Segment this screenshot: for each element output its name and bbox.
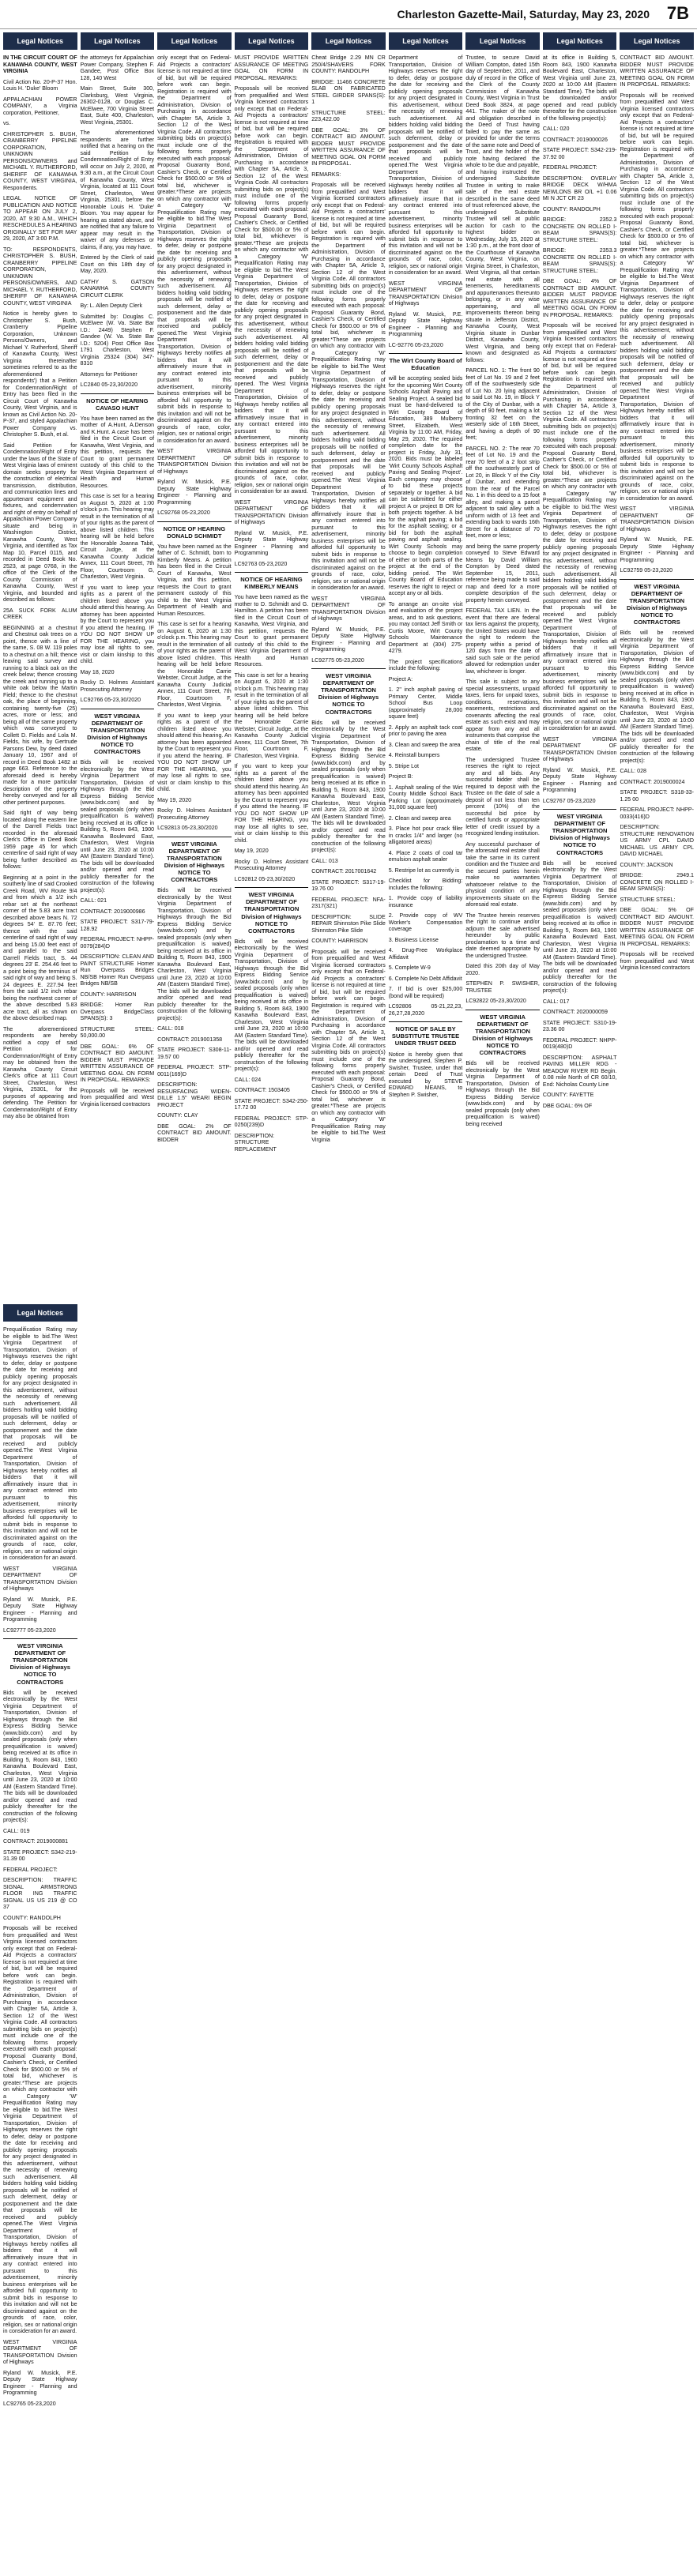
notice-paragraph: STEPHEN P. SWISHER, TRUSTEE xyxy=(465,980,540,994)
notice-paragraph: at its office in Building 5, Room 843, 1900 Kanawha Boulevard East, Charleston, West Virginia until June 23, 2020 at 10:00 AM (Eastern Standard Time). The bids will be downloaded and/or opened and read publicly thereafter for the construction of the following project(s): xyxy=(542,55,617,122)
notice-paragraph: FEDERAL PROJECT: xyxy=(3,1866,58,1873)
notice-paragraph: WEST VIRGINIA DEPARTMENT OF TRANSPORTATION Division of Highways xyxy=(311,595,386,622)
notice-paragraph: DESCRIPTION: STRUCTURE RENOVATION US ARMY CPL DAVID MICHAEL US ARMY CPL DAVID MICHAEL xyxy=(620,824,694,858)
notice-paragraph: 3. Place hot pour crack filler in cracks 1/4" and larger (no alligatored areas) xyxy=(388,825,463,846)
notice-paragraph: the attorneys for Appalachian Power Company, Stephen F. Gandee, Post Office Box 128, 140 West xyxy=(80,55,155,81)
column-body xyxy=(3,1326,77,2407)
notice-paragraph: LC92812 05-23,30/2020 xyxy=(234,875,296,882)
notice-paragraph: This case is set for a hearing on August 6, 2020 at 1:30 o'clock p.m. This hearing may result in the termination of all of your rights as the parent of above listed children. This hearing will be held before the Honorable Carrie Webster, Circuit Judge, at the Kanawha County Judicial Annex, 111 Court Street, 7th Floor, Courtroom F, Charleston, West Virginia. xyxy=(157,621,232,709)
notice-paragraph: STRUCTURE STEEL: 50,000.00 xyxy=(80,1025,155,1040)
notice-paragraph: CALL: 020 xyxy=(542,126,570,132)
notice-paragraph: CONTRACT: 1503405 xyxy=(234,1087,290,1094)
notice-paragraph: Prequalification Rating may be eligible to bid.The West Virginia Department of Transportation, Division of Highways reserves the right to defer, delay or postpone the date for receiving and publicly opening proposals for any project designated in this advertisement, without the necessity of renewing such advertisement. All bidders holding valid bidding proposals will be notified of such deferment, delay or postponement and the date that proposals will be received and publicly opened.The West Virginia Department of Transportation, Division of Highways hereby notifies all bidders that it will affirmatively insure that in any contract entered into pursuant to this advertisement, minority business enterprises will be afforded full opportunity to submit bids in response to this invitation and will not be discriminated against on the grounds of race, color, religion, sex or national origin in consideration for an award. xyxy=(3,1326,77,1561)
notice-heading: WEST VIRGINIA DEPARTMENT OF TRANSPORTATION Division of Highways NOTICE TO CONTRACTORS xyxy=(543,809,617,856)
notice-heading: WEST VIRGINIA DEPARTMENT OF TRANSPORTATION Division of Highways NOTICE TO CONTRACTORS xyxy=(157,837,232,884)
notice-paragraph: Bids will be received electronically by the West Virginia Department of Transportation, Division of Highways through the Bid Express Bidding Service (www.bidx.com) and by sealed proposals (only when prequalification is waived) being received xyxy=(465,1060,540,1127)
column-body xyxy=(3,55,77,1120)
notice-paragraph: 4. Place 2 coats of coal tar emulsion asphalt sealer xyxy=(388,849,463,863)
notice-paragraph: FEDERAL PROJECT: NHPP-0033(416)D xyxy=(620,807,694,820)
notice-paragraph: Proposals will be received from prequalified and West Virginia licensed contractors only except that on Federal-Aid Projects a contractors' license is not required at time of bid, but will be required before work can begin. Registration is required with the Department of Administration, Division of Purchasing in accordance with Chapter 5A, Article 3, Section 12 of the West Virginia Code. All contractors submitting bids on project(s) must include one of the following forms properly executed with each proposal: Proposal Guaranty Bond, Cashier's Check, or Certified Check for $500.00 or 5% of total bid, whichever is greater.*These are projects on which any contractor with a Category 'W' Prequalification Rating may be eligible to bid.The West Virginia Department of Transportation, Division of Highways reserves the right to defer, delay or postpone the date for receiving and publicly opening proposals for any project designated in this advertisement, without the necessity of renewing such advertisement. All bidders holding valid bidding proposals will be notified of such deferment, delay or postponement and the date that proposals will be received and publicly opened.The West Virginia Department of Transportation, Division of Highways hereby notifies all bidders that it will affirmatively insure that in any contract entered into pursuant to this advertisement, minority business enterprises will be afforded full opportunity to submit bids in response to this invitation and will not be discriminated against on the grounds of race, color, religion, sex or national origin in consideration for an award. xyxy=(620,92,694,502)
notice-paragraph: FEDERAL PROJECT: xyxy=(542,164,597,171)
notice-paragraph: Bids will be received electronically by the West Virginia Department of Transportation, Division of Highways through the Bid Express Bidding Service (www.bidx.com) and by sealed proposals (only when prequalification is waived) being received at its office in Building 5, Room 843, 1900 Kanawha Boulevard East, Charleston, West Virginia until June 23, 2020 at 10:00 AM (Eastern Standard Time). The bids will be downloaded and/or opened and read publicly thereafter for the construction of the following project(s): xyxy=(620,630,694,764)
notice-column xyxy=(543,32,617,1304)
notice-paragraph: will be accepting sealed bids for the upcoming Wirt County Schools Asphalt Paving and Sealing Project. A sealed bid must be hand-delivered to Wirt County Board of Education, 389 Mulberry Street, Elizabeth, West Virginia by 11:00 AM, Friday, May 29, 2020. The required completion date for the project is Friday, July 31, 2020. Bids must be labeled 'Wirt County Schools Asphalt Paving and Sealing Project'. Each company may choose to bid these projects separately or together. A bid can be submitted for either project A or project B OR for both projects together. A bid for the asphalt paving; a bid for the asphalt sealing; or a bid for both the asphalt paving and asphalt sealing. Wirt County Schools may choose to begin completion of either or both parts of the project at the end of the bidding period. The Wirt County Board of Education reserves the right to reject or accept any or all bids. xyxy=(388,375,463,597)
notice-paragraph: LC92765 05-23,2020 xyxy=(3,2400,56,2407)
notice-paragraph: Ryland W. Musick, P.E. Deputy State Highway Engineer - Planning and Programming xyxy=(3,1596,77,1623)
notice-paragraph: 4. Drug-Free Workplace Affidavit xyxy=(388,947,463,961)
notice-column xyxy=(3,1304,77,2576)
notice-paragraph: REMARKS: xyxy=(311,171,341,178)
notice-paragraph: IN THE CIRCUIT COURT OF KANAWHA COUNTY, WEST VIRGINIA xyxy=(3,55,77,74)
notice-column xyxy=(157,32,232,1304)
notice-paragraph: CALL: 021 xyxy=(80,897,107,904)
notice-paragraph: CHRISTOPHER S. BUSH, CRANBERRY PIPELINE CORPORATION, UNKNOWN PERSONS/OWNERS and MICHAEL Y. RUTHERFORD, SHERIFF OF KANAWHA COUNTY, WEST VIRGINIA, Respondents. xyxy=(3,130,77,191)
notice-paragraph: LC92813 05-23,30/2020 xyxy=(157,825,218,832)
notice-paragraph: DBE GOAL: 6% OF xyxy=(542,1102,593,1109)
column-header: Legal Notices xyxy=(157,32,232,50)
notice-paragraph: Beginning at a point in the southerly line of said Crooked Creek Road, WV Route 9/4 and from which a 1/2 inch rebar set at the northeast corner of the 5.83 acre tract described above bears N. 72 degrees 54' E. 87.76 feet; thence with the said centerline of said right of way and being 15.00 feet east of and parallel to the said Darrell Fields tract, S. 44 degrees 23' E. 254.46 feet to a point being the terminus of said right of way and being S. 24 degrees E. 227.94 feet from the said 1/2 inch rebar being the northwest corner of the above described 5.83 acre tract, all as shown on the above described map. xyxy=(3,874,77,1021)
notice-heading: WEST VIRGINIA DEPARTMENT OF TRANSPORTATION Division of Highways NOTICE TO CONTRACTORS xyxy=(620,579,694,626)
notice-paragraph: STATE PROJECT: S342-219-31.39 00 xyxy=(3,1848,77,1863)
notice-column xyxy=(389,32,463,1304)
notice-paragraph: WEST VIRGINIA DEPARTMENT OF TRANSPORTATION Division of Highways xyxy=(3,1565,77,1592)
notice-heading: WEST VIRGINIA DEPARTMENT OF TRANSPORTATION Division of Highways NOTICE TO CONTRACTORS xyxy=(81,709,155,756)
notice-paragraph: Dated this 20th day of May 2020. xyxy=(465,963,540,976)
notice-paragraph: MUST PROVIDE WRITTEN ASSURANCE OF MEETING GOAL ON FORM IN PROPOSAL. REMARKS: xyxy=(234,55,309,81)
notice-paragraph: Checklist for Bidding: includes the following: xyxy=(388,878,463,891)
column-body xyxy=(465,55,540,1127)
notice-paragraph: BEGINNING at a chestnut and Chestnut oak trees on a point, thence with a line of the same, S. 08 W. 119 poles to a chestnut on a hill; thence leaving said survey and running to a black oak on the creek below; thence crossing the creek and running up to a white oak below the Martin Field; thence to the chestnut oak, the place of beginning, containing twenty-five (25) acres, more or less; and being all of the same property which was conveyed to Collett D. Fields and Lola M. Fields, his wife, by Gertrude Parsons Dew, by deed dated January 10, 1967 and of record in Deed Book 1482 at page 663. Reference to the aforesaid deed is hereby made for a more particular description of the property hereby conveyed and for all other pertinent purposes. xyxy=(3,624,77,806)
column-body xyxy=(620,55,694,972)
notice-paragraph: CONTRACT: 2019001358 xyxy=(157,1036,223,1043)
notice-paragraph: COUNTY: JACKSON xyxy=(620,861,673,868)
column-header: Legal Notices xyxy=(465,32,540,50)
notice-paragraph: Proposals will be received from prequalified and West Virginia licensed contractors only except that on Federal-Aid Projects a contractors' license is not required at time of bid, but will be required before work can begin. Registration is required with the Department of Administration, Division of Purchasing in accordance with Chapter 5A, Article 3, Section 12 of the West Virginia Code. All contractors submitting bids on project(s) must include one of the following forms properly executed with each proposal: Proposal Guaranty Bond, Cashier's Check, or Certified Check for $500.00 or 5% of total bid, whichever is greater.*These are projects on which any contractor with a Category 'W' Prequalification Rating may be eligible to bid.The West Virginia Department of Transportation, Division of Highways reserves the right to defer, delay or postpone the date for receiving and publicly opening proposals for any project designated in this advertisement, without the necessity of renewing such advertisement. All bidders holding valid bidding proposals will be notified of such deferment, delay or postponement and the date that proposals will be received and publicly opened.The West Virginia Department of Transportation, Division of Highways hereby notifies all bidders that it will affirmatively insure that in any contract entered into pursuant to this advertisement, minority business enterprises will be afforded full opportunity to submit bids in response to this invitation and will not be discriminated against on the grounds of race, color, religion, sex or national origin in consideration for an award. xyxy=(542,322,617,731)
notice-paragraph: This case is set for a hearing on August 6, 2020 at 1:30 o'clock p.m. This hearing may result in the termination of all of your rights as the parent of above listed children. This hearing will be held before the Honorable Carrie Webster, Circuit Judge, at the Kanawha County Judicial Annex, 111 Court Street, 7th Floor, Courtroom F, Charleston, West Virginia. xyxy=(234,671,309,759)
notice-paragraph: You have been named as the father of C. Schmidt, born to Kimberly Means. A petition has been filed in the Circuit Court of Kanawha, West Virginia, and this petition, requests the Court to grant permanent custody of this child to the West Virginia Department of Health and Human Resources. xyxy=(157,543,232,617)
notice-paragraph: Proposals will be received from prequalified and West Virginia licensed contractors only except that on Federal-Aid Projects a contractors' license is not required at time of bid, but will be required before work can begin. Registration is required with the Department of Administration, Division of Purchasing in accordance with Chapter 5A, Article 3, Section 12 of the West Virginia Code. All contractors submitting bids on project(s) must include one of the following forms properly executed with each proposal: Proposal Guaranty Bond, Cashier's Check, or Certified Check for $500.00 or 5% of total bid, whichever is greater.*These are projects on which any contractor with a Category 'W' Prequalification Rating may be eligible to bid.The West Virginia xyxy=(311,948,386,1143)
notice-paragraph: Ryland W. Musick, P.E. Deputy State Highway Engineer - Planning and Programming xyxy=(388,310,463,337)
notice-paragraph: LC92777 05-23,2020 xyxy=(3,1626,56,1634)
notice-paragraph: CALL: 019 xyxy=(3,1827,30,1834)
notice-paragraph: LC92763 05-23,2020 xyxy=(234,560,288,567)
notice-paragraph: 7. If bid is over $25,000 (bond will be required) xyxy=(388,986,463,999)
notice-paragraph: LC92766 05-23,30/2020 xyxy=(80,697,141,704)
notice-paragraph: Proposals will be received from prequalified and West Virginia licensed contractors xyxy=(620,951,694,972)
notice-paragraph: FEDERAL PROJECT: STP-0011(169)D xyxy=(157,1064,232,1077)
notice-paragraph: CONTRACT: 2017001642 xyxy=(311,868,377,875)
column-body xyxy=(235,55,309,1153)
notice-paragraph: BRIDGE: 2949.1 CONCRETE ON ROLLED I-BEAM SPANS(S): xyxy=(620,872,694,893)
notice-paragraph: May 18, 2020 xyxy=(80,668,115,675)
notice-paragraph: This case is set for a hearing on August 5, 2020 at 1:00 o'clock p.m. This hearing may result in the termination of all of your rights as the parent of above listed children. This hearing will be held before the Honorable Joanna Tabit, Circuit Judge, at the Kanawha County Judicial Annex, 111 Court Street, 7th Floor, Courtroom G, Charleston, West Virginia. xyxy=(80,493,155,581)
notice-heading: WEST VIRGINIA DEPARTMENT OF TRANSPORTATION Division of Highways NOTICE TO CONTRACTORS xyxy=(3,1638,77,1686)
notice-paragraph: 2. Clean and sweep area xyxy=(388,814,451,822)
notice-paragraph: APPALACHIAN POWER COMPANY, a Virginia corporation, Petitioner, xyxy=(3,96,77,116)
column-body xyxy=(157,55,232,1143)
notice-column xyxy=(235,32,309,1304)
notice-paragraph: Bids will be received electronically by the West Virginia Department of Transportation, Division of Highways through the Bid Express Bidding Service (www.bidx.com) and by sealed proposals (only when prequalification is waived) being received at its office in Building 5, Room 843, 1900 Kanawha Boulevard East, Charleston, West Virginia until June 23, 2020 at 10:00 AM (Eastern Standard Time). The bids will be downloaded and/or opened and read publicly thereafter for the construction of the following project(s): xyxy=(3,1689,77,1824)
notice-paragraph: DBE GOAL: 5% OF CONTRACT BID AMOUNT. BIDDER MUST PROVIDE WRITTEN ASSURANCE OF MEETING GOAL ON FORM IN PROPOSAL. REMARKS: xyxy=(620,907,694,947)
notice-paragraph: COUNTY: CLAY xyxy=(157,1112,198,1119)
notice-paragraph: FEDERAL TAX LIEN. In the event that there are federal tax liens against the property, the United States would have the right to redeem the property within a period of 120 days from the date of said such sale or the period allowed for redemption under law, whichever is longer. xyxy=(465,607,540,675)
notice-paragraph: Ryland W. Musick, P.E. Deputy State Highway Engineer - Planning and Programming xyxy=(311,626,386,652)
notice-paragraph: Cheat Bridge 2.29 MN CR 250/4/SHAVERS FORK COUNTY: RANDOLPH xyxy=(311,55,386,74)
notice-paragraph: WEST VIRGINIA DEPARTMENT OF TRANSPORTATION Division of Highways xyxy=(542,735,617,762)
notice-heading: WEST VIRGINIA DEPARTMENT OF TRANSPORTATION Division of Highways NOTICE TO CONTRACTORS xyxy=(465,1010,540,1057)
notice-paragraph: STATE PROJECT: S342-250-17.72 00 xyxy=(234,1097,309,1111)
notice-paragraph: WEST VIRGINIA DEPARTMENT OF TRANSPORTATION Division of Highways xyxy=(620,506,694,532)
notice-paragraph: Rocky D. Holmes Assistant Prosecuting Attorney xyxy=(157,807,232,821)
notice-paragraph: You have been named as the mother of A.Hunt, A.Denson and K.Hunt. A case has been filed in the Circuit Court of Kanawha, West Virginia, and this petition, requests the Court to grant permanent custody of this child to the West Virginia Department of Health and Human Resources. xyxy=(80,415,155,489)
notice-paragraph: COUNTY: HARRISON xyxy=(80,991,137,998)
notice-paragraph: LC92822 05-23,30/2020 xyxy=(465,998,526,1004)
notice-paragraph: Any successful purchaser of the aforesaid real estate shall take the same in its current condition and the Trustee and the secured parties herein make no warranties whatsoever relative to the physical condition of any improvements situate on the aforesaid real estate. xyxy=(465,840,540,908)
notice-paragraph: By: L. Allen Deputy Clerk xyxy=(80,303,143,309)
notice-paragraph: The undersigned Trustee reserves the right to reject any and all bids. Any successful bidder shall be required to deposit with the Trustee on the date of sale a deposit of not less than ten percent (10%) of the successful bid price by certified funds or appropriate letter of credit issued by a recognized lending institution. xyxy=(465,756,540,837)
notice-heading: NOTICE OF HEARING CAVASO HUNT xyxy=(81,393,155,412)
notice-paragraph: STRUCTURE STEEL: xyxy=(620,896,676,903)
notice-column xyxy=(620,32,694,1304)
notice-heading: WEST VIRGINIA DEPARTMENT OF TRANSPORTATION Division of Highways NOTICE TO CONTRACTORS xyxy=(311,668,386,716)
column-header: Legal Notices xyxy=(81,32,155,50)
notice-paragraph: Rocky D. Holmes Assistant Prosecuting Attorney xyxy=(234,858,309,872)
notice-paragraph: DESCRIPTION: CLEAN AND PAINT STRUCTURE Homer Run Overpass Bridges NB/SB Homer Run Overpass Bridges NB/SB xyxy=(80,953,155,987)
notice-heading: NOTICE OF HEARING KIMBERLY MEANS xyxy=(235,572,309,590)
notice-paragraph: DBE GOAL: 3% OF CONTRACT BID AMOUNT. BIDDER MUST PROVIDE WRITTEN ASSURANCE OF MEETING GOAL ON FORM IN PROPOSAL. xyxy=(311,126,386,167)
notice-column xyxy=(3,32,77,1304)
notice-paragraph: WEST VIRGINIA DEPARTMENT OF TRANSPORTATION Division of Highways xyxy=(234,498,309,525)
notice-heading: WEST VIRGINIA DEPARTMENT OF TRANSPORTATION Division of Highways NOTICE TO CONTRACTORS xyxy=(235,887,309,935)
notice-paragraph: Civil Action No. 20-P-37 Hon. Louis H. 'Duke' Bloom xyxy=(3,78,77,92)
notice-paragraph: LC-92776 05-23,2020 xyxy=(388,341,443,348)
notice-paragraph: STATE PROJECT: S310-19-23.36 00 xyxy=(542,1019,617,1033)
notice-paragraph: WEST VIRGINIA DEPARTMENT OF TRANSPORTATION Division of Highways xyxy=(388,280,463,306)
notice-paragraph: FEDERAL PROJECT: NHPP-0019(480)D xyxy=(542,1036,617,1051)
notice-paragraph: 25A SUCK FORK ALUM CREEK xyxy=(3,607,77,620)
notice-paragraph: Said right of way being located along the eastern line of the Darrell Fields tract recorded in the aforesaid Clerk's Office in Deed Book 1959 page 45 for which centerline of said right of way being further described as follows: xyxy=(3,810,77,870)
notice-paragraph: CONTRACT: 2019000024 xyxy=(620,778,685,785)
notice-paragraph: 1. Asphalt sealing of the Wirt County Middle School Back Parking Lot (approximately 31,000 square feet) xyxy=(388,784,463,811)
notice-paragraph: STATE PROJECT: S317-79-128.92 xyxy=(80,919,155,932)
notice-paragraph: FEDERAL PROJECT: STP-0250(239)D xyxy=(234,1115,309,1129)
notice-paragraph: CALL: 028 xyxy=(620,768,646,775)
notice-paragraph: CONTRACT BID AMOUNT. BIDDER MUST PROVIDE WRITTEN ASSURANCE OF MEETING GOAL ON FORM IN PROPOSAL. REMARKS: xyxy=(620,55,694,88)
notice-paragraph: CONTRACT: 2020000059 xyxy=(542,1009,608,1016)
notice-paragraph: Notice is hereby given that the undersigned, Stephen P. Swisher, Trustee, under that certain Deed of Trust executed by STEVE EDWARD MEANS, to Stephen P. Swisher, xyxy=(388,1051,463,1098)
notice-paragraph: CONTRACT: 2019000881 xyxy=(3,1838,69,1845)
notice-paragraph: DBE GOAL: 4% OF CONTRACT BID AMOUNT. BIDDER MUST PROVIDE WRITTEN ASSURANCE OF MEETING GOAL ON FORM IN PROPOSAL. REMARKS: xyxy=(542,278,617,318)
notice-paragraph: BRIDGE: Homer Run Overpass BridgeClass SPANS(S): 3 xyxy=(80,1002,155,1022)
notice-paragraph: To arrange an on-site visit and evaluation of the project areas, and to ask questions, you may contact Jeff Smith or Curtis Moore, Wirt County Schools Maintenance Department at (304) 275-4279. xyxy=(388,600,463,655)
notice-paragraph: Ryland W. Musick, P.E. Deputy State Highway Engineer - Planning and Programming xyxy=(542,766,617,793)
notice-paragraph: DESCRIPTION: OVERLAY BRIDGE DECK W/HMA NEWLONS BR O/L +1 0.06 MI N JCT CR 23 xyxy=(542,175,617,201)
notice-paragraph: If you want to keep your rights as a parent of the children listed above you should attend this hearing. An attorney has been appointed by the Court to represent you if you attend the hearing. IF YOU DO NOT SHOW UP FOR THE HEARING, you may lose all rights to see, visit or claim kinship to this child. xyxy=(80,584,155,665)
paper-date: Charleston Gazette-Mail, Saturday, May 23, 2020 xyxy=(397,8,650,21)
notice-paragraph: STATE PROJECT: S342-219-37.92 00 xyxy=(542,147,617,160)
notice-paragraph: Proposals will be received from prequalified and West Virginia licensed contractors only except that on Federal-Aid Projects a contractors' license is not required at time of bid, but will be required before work can begin. Registration is required with the Department of Administration, Division of Purchasing in accordance with Chapter 5A, Article 3, Section 12 of the West Virginia Code. All contractors submitting bids on project(s) must include one of the following forms properly executed with each proposal: Proposal Guaranty Bond, Cashier's Check, or Certified Check for $500.00 or 5% of total bid, whichever is greater.*These are projects on which any contractor with a Category 'W' Prequalification Rating may be eligible to bid.The West Virginia Department of Transportation, Division of Highways reserves the right to defer, delay or postpone the date for receiving and publicly opening proposals for any project designated in this advertisement, without the necessity of renewing such advertisement. All bidders holding valid bidding proposals will be notified of such deferment, delay or postponement and the date that proposals will be received and publicly opened.The West Virginia Department of Transportation, Division of Highways hereby notifies all bidders that it will affirmatively insure that in any contract entered into pursuant to this advertisement, minority business enterprises will be afforded full opportunity to submit bids in response to this invitation and will not be discriminated against on the grounds of race, color, religion, sex or national origin in consideration for an award. xyxy=(311,182,386,591)
notice-paragraph: COUNTY: RANDOLPH xyxy=(3,1914,61,1921)
notice-paragraph: Department of Transportation, Division of Highways reserves the right to defer, delay or postpone the date for receiving and publicly opening proposals for any project designated in this advertisement, without the necessity of renewing such advertisement. All bidders holding valid bidding proposals will be notified of such deferment, delay or postponement and the date that proposals will be received and publicly opened.The West Virginia Department of Transportation, Division of Highways hereby notifies all bidders that it will affirmatively insure that in any contract entered into pursuant to this advertisement, minority business enterprises will be afforded full opportunity to submit bids in response to this invitation and will not be discriminated against on the grounds of race, color, religion, sex or national origin in consideration for an award. xyxy=(388,55,463,276)
notice-paragraph: 5. Complete W-9 xyxy=(388,965,431,972)
notice-paragraph: CONTRACT: 2019000026 xyxy=(542,136,608,143)
notice-paragraph: Submitted by: Douglas C. McElwee (W. Va. State Bar I.D.: 2449) Stephen F. Gandee (W. Va. State Bar I.D.: 5204) Post Office Box 1791 Charleston, West Virginia 25324 (304) 347-8310 xyxy=(80,313,155,367)
notice-paragraph: vs. xyxy=(3,120,11,126)
notice-column xyxy=(311,32,386,1304)
notice-paragraph: Proposals will be received from prequalified and West Virginia licensed contractors only except that on Federal-Aid Projects a contractors' license is not required at time of bid, but will be required before work can begin. Registration is required with the Department of Administration, Division of Purchasing in accordance with Chapter 5A, Article 3, Section 12 of the West Virginia Code. All contractors submitting bids on project(s) must include one of the following forms properly executed with each proposal: Proposal Guaranty Bond, Cashier's Check, or Certified Check for $500.00 or 5% of total bid, whichever is greater.*These are projects on which any contractor with a Category 'W' Prequalification Rating may be eligible to bid.The West Virginia Department of Transportation, Division of Highways reserves the right to defer, delay or postpone the date for receiving and publicly opening proposals for any project designated in this advertisement, without the necessity of renewing such advertisement. All bidders holding valid bidding proposals will be notified of such deferment, delay or postponement and the date that proposals will be received and publicly opened.The West Virginia Department of Transportation, Division of Highways hereby notifies all bidders that it will affirmatively insure that in any contract entered into pursuant to this advertisement, minority business enterprises will be afforded full opportunity to submit bids in response to this invitation and will not be discriminated against on the grounds of race, color, religion, sex or national origin in consideration for an award. xyxy=(3,1925,77,2335)
column-body xyxy=(543,55,617,1109)
notice-paragraph: 3. Business License xyxy=(388,936,439,943)
notice-paragraph: LC92806 05-21,22,23, 26,27,28,2020 xyxy=(388,1003,463,1017)
notice-paragraph: This sale is subject to any special assessments, unpaid taxes, liens for unpaid taxes, conditions, reservations, easements, restrictions and covenants affecting the real estate as such exist and may appear from any and all instruments that comprise the chain of title of the real estate. xyxy=(465,679,540,752)
notice-paragraph: Ryland W. Musick, P.E. Deputy State Highway Engineer - Planning and Programming xyxy=(620,536,694,563)
notice-paragraph: The Trustee herein reserves the right to continue and/or adjourn the sale advertised hereunder by public proclamation to a time and date deemed appropriate by the undersigned Trustee. xyxy=(465,912,540,959)
notice-paragraph: FEDERAL PROJECT: NFA-2317(321) xyxy=(311,896,386,910)
notice-paragraph: COUNTY: RANDOLPH xyxy=(542,205,601,212)
notice-paragraph: May 19, 2020 xyxy=(234,848,269,855)
column-header: Legal Notices xyxy=(389,32,463,50)
notice-paragraph: Said Petition for Condemnation/Right of Entry under the laws of the State of West Virginia laws of eminent domain seeks property for the construction of electrical transmission, distribution, and communication lines and appurtenant equipment and fixtures, and condemnation and right of entry on behalf of Appalachian Power Company situate and being in Washington District, Kanawha County, West Virginia, and identified as Tax Map 10, Parcel 0115, and recorded in Deed Book No. 2523, at page 0768, in the office of the Clerk of the County Commission of Kanawha County, West Virginia, and bounded and described as follows: xyxy=(3,442,77,603)
notice-paragraph: Proposals will be received from prequalified and West Virginia licensed contractors xyxy=(80,1087,155,1107)
notice-paragraph: DESCRIPTION: RESURFACING WIDEN-DILLE 1.5" WEARI BEGIN PROJECT xyxy=(157,1081,232,1108)
notice-heading: NOTICE OF SALE BY SUBSTITUTE TRUSTEE UNDER TRUST DEED xyxy=(389,1021,463,1047)
notice-paragraph: LC92768 05-23,2020 xyxy=(157,510,210,516)
notice-paragraph: STATE PROJECT: S308-11-19.57 00 xyxy=(157,1047,232,1060)
notice-paragraph: LEGAL NOTICE OF PUBLICATION AND NOTICE TO APPEAR ON JULY 2, 2020, AT 9:30 A.M., WHICH RESCHEDULES A HEARING ORIGINALLY SET FOR MAY 29, 2020, AT 3:00 P.M. xyxy=(3,195,77,242)
notice-paragraph: 5. Restripe lot as currently is xyxy=(388,867,460,874)
notice-paragraph: LC92775 05-23,2020 xyxy=(311,656,364,664)
notice-paragraph: May 19, 2020 xyxy=(157,796,192,803)
column-body xyxy=(311,55,386,1143)
notice-paragraph: TO: RESPONDENTS, CHRISTOPHER S. BUSH, CRANBERRY PIPELINE CORPORATION, UNKNOWN PERSONS/OWNERS, AND MICHAEL Y. RUTHERFORD, SHERIFF OF KANAWHA COUNTY, WEST VIRGINIA xyxy=(3,246,77,306)
notice-paragraph: DESCRIPTION: SLIDE REPAIR Shinnston Pike Slide Shinnston Pike Slide xyxy=(311,913,386,934)
notice-paragraph: The aforementioned respondents are further notified that a hearing on the said Petition for Condemnation/Right of Entry will occur on July 2, 2020, at 9:30 a.m., at the Circuit Court of Kanawha County, West Virginia, located at 111 Court Street, Charleston, West Virginia, 25301, before the Honorable Louis H. 'Duke' Bloom. You may appear for hearing as stated above, and are notified that any failure to appear may result in the waiver of any defenses or claims, if any, you may have. xyxy=(80,130,155,250)
notice-paragraph: Proposals will be received from prequalified and West Virginia licensed contractors only except that on Federal-Aid Projects a contractors' license is not required at time of bid, but will be required before work can begin. Registration is required with the Department of Administration, Division of Purchasing in accordance with Chapter 5A, Article 3, Section 12 of the West Virginia Code. All contractors submitting bids on project(s) must include one of the following forms properly executed with each proposal: Proposal Guaranty Bond, Cashier's Check, or Certified Check for $500.00 or 5% of total bid, whichever is greater.*These are projects on which any contractor with a Category 'W' Prequalification Rating may be eligible to bid.The West Virginia Department of Transportation, Division of Highways reserves the right to defer, delay or postpone the date for receiving and publicly opening proposals for any project designated in this advertisement, without the necessity of renewing such advertisement. All bidders holding valid bidding proposals will be notified of such deferment, delay or postponement and the date that proposals will be received and publicly opened. The West Virginia Department of Transportation, Division of Highways hereby notifies all bidders that it will affirmatively insure that in any contract entered into pursuant to this advertisement, minority business enterprises will be afforded full opportunity to submit bids in response to this invitation and will not be discriminated against on the grounds of race, color, religion, sex or national origin in consideration for an award. xyxy=(234,85,309,495)
notice-column xyxy=(81,32,155,1304)
notice-paragraph: Bids will be received electronically by the West Virginia Department of Transportation, Division of Highways through the Bid Express Bidding Service (www.bidx.com) and by sealed proposals (only when prequalification is waived) being received at its office in Building 5, Room 843, 1900 Kanawha Boulevard East, Charleston, West Virginia until June 23, 2020 at 10:00 AM (Eastern Standard Time). The bids will be downloaded and/or opened and read publicly thereafter for the construction of the following project(s): xyxy=(80,759,155,893)
notice-paragraph: DBE GOAL: 2% OF CONTRACT BID AMOUNT. BIDDER xyxy=(157,1123,232,1143)
notice-paragraph: CALL: 013 xyxy=(311,857,338,864)
notice-paragraph: Bids will be received electronically by the West Virginia Department of Transportation, Division of Highways through the Bid Express Bidding Service (www.bidx.com) and by sealed proposals (only when prequalification is waived) being received at its office in Building 5, Room 843, 1900 Kanawha Boulevard East, Charleston, West Virginia until June 23, 2020 at 10:00 AM (Eastern Standard Time). The bids will be downloaded and/or opened and read publicly thereafter for the construction of the following project(s): xyxy=(542,859,617,995)
notice-paragraph: CONTRACT: 2019000986 xyxy=(80,908,145,915)
notice-heading: NOTICE OF HEARING DONALD SCHMIDT xyxy=(157,521,232,540)
column-body xyxy=(389,55,463,1098)
notice-paragraph: The project specifications include the following: xyxy=(388,658,463,672)
notice-paragraph: PARCEL NO. 1: The front 90 feet of Lot No. 19 and 2 feet off of the southwesterly side of Lot No. 20 lying adjacent to said Lot No. 19, in Block Y of the City of Dunbar, with a depth of 90 feet, making a lot fronting 32 feet on the westerly side of 16th Street, and having a depth of 90 feet; xyxy=(465,367,540,441)
notice-paragraph: If you want to keep your rights as a parent of the children listed above you should attend this hearing. An attorney has been appointed by the Court to represent you if you attend the hearing. IF YOU DO NOT SHOW UP FOR THE HEARING, you may lose all rights to see, visit or claim kinship to this child. xyxy=(234,763,309,844)
notice-paragraph: only except that on Federal-Aid Projects a contractors' license is not required at time of bid, but will be required before work can begin. Registration is required with the Department of Administration, Division of Purchasing in accordance with Chapter 5A, Article 3, Section 12 of the West Virginia Code. All contractors submitting bids on project(s) must include one of the following forms properly executed with each proposal: Proposal Guaranty Bond, Cashier's Check, or Certified Check for $500.00 or 5% of total bid, whichever is greater.*These are projects on which any contractor with a Category 'W' Prequalification Rating may be eligible to bid.The West Virginia Department of Transportation, Division of Highways reserves the right to defer, delay or postpone the date for receiving and publicly opening proposals for any project designated in this advertisement, without the necessity of renewing such advertisement. All bidders holding valid bidding proposals will be notified of such deferment, delay or postponement and the date that proposals will be received and publicly opened.The West Virginia Department of Transportation, Division of Highways hereby notifies all bidders that it will affirmatively insure that in any contract entered into pursuant to this advertisement, minority business enterprises will be afforded full opportunity to submit bids in response to this invitation and will not be discriminated against on the grounds of race, color, religion, sex or national origin in consideration for an award. xyxy=(157,55,232,444)
notice-paragraph: Bids will be received electronically by the West Virginia Department of Transportation, Division of Highways through the Bid Express Bidding Service (www.bidx.com) and by sealed proposals (only when prequalification is waived) being received at its office in Building 5, Room 843, 1900 Kanawha Boulevard East, Charleston, West Virginia until June 23, 2020 at 10:00 AM (Eastern Standard Time). The bids will be downloaded and/or opened and read publicly thereafter for the construction of the following project(s): xyxy=(234,938,309,1073)
column-body xyxy=(81,55,155,1107)
masthead xyxy=(0,0,697,29)
notice-paragraph: Bids will be received electronically by the West Virginia Department of Transportation, Division of Highways through the Bid Express Bidding Service (www.bidx.com) and by sealed proposals (only when prequalification is waived) being received at its office in Building 5, Room 843, 1900 Kanawha Boulevard East, Charleston, West Virginia until June 23, 2020 at 10:00 AM (Eastern Standard Time). The bids will be downloaded and/or opened and read publicly thereafter for the construction of the following project(s): xyxy=(157,887,232,1021)
page-number: 7B xyxy=(666,3,689,23)
notice-paragraph: 1. 2" inch asphalt paving of Primary Center, Middle School Bus Loop (approximately 28,000 square feet) xyxy=(388,686,463,720)
notice-paragraph: DESCRIPTION: STRUCTURE REPLACEMENT xyxy=(234,1132,277,1153)
notice-paragraph: CALL: 017 xyxy=(542,998,570,1005)
notice-paragraph: 3. Clean and sweep the area xyxy=(388,741,461,748)
notice-paragraph: Project A: xyxy=(388,675,413,683)
notice-heading: The Wirt County Board of Education xyxy=(389,353,463,371)
notice-paragraph: Rocky D. Holmes Assistant Prosecuting Attorney xyxy=(80,679,155,693)
notice-paragraph: LC2840 05-23,30/2020 xyxy=(80,382,138,388)
notice-paragraph: PARCEL NO. 2: The rear 70 feet of Lot No. 19 and the rear 70 feet of a 2 foot strip off the southwesterly part of Lot 20, in Block Y of the City of Dunbar, and extending from the rear of the Parcel No. 1 in this deed to a 15 foot alley, and making a parcel adjacent to said alley with a uniform width of 13 feet and extending back to wards 16th Street for a distance of 70 feet, more or less; xyxy=(465,445,540,539)
notice-paragraph: DESCRIPTION: TRAFFIC SIGNAL ARMSTRONG FLOOR ING TRAFFIC SIGNAL US US 219 @ CO 37 xyxy=(3,1877,77,1911)
column-header: Legal Notices xyxy=(3,32,77,50)
notice-column xyxy=(465,32,540,1304)
notice-paragraph: 6. Complete No Debt Affidavit xyxy=(388,975,462,982)
notice-paragraph: Ryland W. Musick, P.E. Deputy State Highway Engineer - Planning and Programming xyxy=(3,2369,77,2397)
notice-paragraph: FEDERAL PROJECT: NHPP-0079(284)D xyxy=(80,936,155,950)
notice-paragraph: COUNTY: FAYETTE xyxy=(542,1092,594,1099)
notice-paragraph: You have been named as the mother to D. Schmidt and G. Hamilton. A petition has been filed in the Circuit Court of Kanawha, West Virginia, and this petition, requests the Court to grant permanent custody of this child to the West Virginia Department of Health and Human Resources. xyxy=(234,594,309,668)
notice-paragraph: 2. Provide copy of WV Worker's Compensation coverage xyxy=(388,912,463,933)
notice-paragraph: Main Street, Suite 300, Clarksburg, West Virginia, 26302-0128, or Douglas C. McElwee, 700 Virginia Street East, Suite 400, Charleston, West Virginia, 25301. xyxy=(80,85,155,126)
notice-paragraph: STATE PROJECT: S318-33-1.25 00 xyxy=(620,789,694,803)
notice-paragraph: Ryland W. Musick, P.E. Deputy State Highway Engineer - Planning and Programming xyxy=(157,479,232,506)
notice-paragraph: Entered by the Clerk of said Court on this 18th day of May, 2020. xyxy=(80,254,155,274)
notice-paragraph: 1. Provide copy of liability insurance xyxy=(388,895,463,908)
notice-paragraph: DBE GOAL: 6% OF CONTRACT BID AMOUNT. BIDDER MUST PROVIDE WRITTEN ASSURANCE OF MEETING GOAL ON FORM IN PROPOSAL. REMARKS: xyxy=(80,1043,155,1084)
notice-paragraph: 2. Apply an asphalt tack coat prior to paving the area xyxy=(388,724,463,738)
notice-paragraph: LC92767 05-23,2020 xyxy=(542,797,596,804)
notice-paragraph: BRIDGE: 11466 CONCRETE SLAB ON FABRICATED STEEL GIRDER SPANS(S): 1 xyxy=(311,78,386,105)
notice-paragraph: Trustee, to secure David William Compton, dated 15th day of September, 2011, and duly of record in the Office of the Clerk of the County Commission of Kanawha County, West Virginia in Trust Deed Book 3824, at page 441. The maker of the note and obligation described in the Deed of Trust having failed to pay the same as provided for under the terms of the same note and Deed of Trust, and the holder of the note having declared the whole to be due and payable, and having instructed the undersigned Substitute Trustee in writing to make sale of the real estate described in the same deed of trust referenced above, the undersigned Substitute Trustee will sell at public auction for cash to the highest bidder on Wednesday, July 15, 2020 at 1:30 p.m., at the front door of the Courthouse of Kanawha County, West Virginia, on Virginia Street, in Charleston, West Virginia, all that certain real estate with all tenements, hereditaments and appurtenances thereunto belonging, or in any wise appertaining, and all improvements thereon being situate in Jefferson District, Kanawha County, West Virginia situate in Dunbar District, Kanawha County, West Virginia, and being known and designated as follows: xyxy=(465,55,540,363)
notice-paragraph: If you want to keep your rights as a parent of the children listed above you should attend this hearing. An attorney has been appointed by the Court to represent you if you attend the hearing. IF YOU DO NOT SHOW UP FOR THE HEARING, you may lose all rights to see, visit or claim kinship to this child. xyxy=(157,712,232,793)
column-header: Legal Notices xyxy=(311,32,386,50)
notice-paragraph: BRIDGE: 2353.3 CONCRETE ON ROLLED I-BEAM SPANS(S): STRUCTURE STEEL: xyxy=(542,247,617,274)
notice-paragraph: STRUCTURE STEEL: 223,422.00 xyxy=(311,109,386,122)
notice-paragraph: WEST VIRGINIA DEPARTMENT OF TRANSPORTATION Division of Highways xyxy=(3,2338,77,2366)
notice-paragraph: Notice is hereby given to Christopher S. Bush, Cranberry Pipeline Corporation, Unknown Persons/Owners, and Michael Y. Rutherford, Sheriff of Kanawha County, West Virginia thereinafter sometimes referred to as the aforementioned respondents') that a Petition for Condemnation/Right of Entry has been filed in the Circuit Court of Kanawha County, West Virginia, and is known as Civil Action No. 20-P-37, and styled Appalachian Power Company vs. Christopher S. Bush, et al. xyxy=(3,310,77,438)
column-header: Legal Notices xyxy=(543,32,617,50)
column-header: Legal Notices xyxy=(620,32,694,50)
notice-paragraph: and being the same property conveyed to Steve Edward Means by David William Compton by Deed dated September 15, 2011, reference being made to said map and deed for a more complete description of the property herein conveyed. xyxy=(465,543,540,604)
notice-paragraph: CALL: 018 xyxy=(157,1025,184,1032)
notice-paragraph: COUNTY: HARRISON xyxy=(311,938,368,945)
notice-paragraph: CATHY S. GATSON KANAWHA COUNTY CIRCUIT CLERK xyxy=(80,278,155,299)
notice-paragraph: The aforementioned respondents are hereby notified a copy of said Petition for Condemnation/Right of Entry may be obtained from the Kanawha County Circuit Clerk's office at 111 Court Street, Charleston, West Virginia, 25301, for the purposes of appearing and defending. The Petition for Condemnation/Right of Entry may also be obtained from xyxy=(3,1025,77,1119)
notice-paragraph: BRIDGE: 2352.3 CONCRETE ON ROLLED I-BEAM SPANS(S): STRUCTURE STEEL: xyxy=(542,216,617,243)
notice-paragraph: Bids will be received electronically by the West Virginia Department of Transportation, Division of Highways through the Bid Express Bidding Service (www.bidx.com) and by sealed proposals (only when prequalification is waived) being received at its office in Building 5, Room 843, 1900 Kanawha Boulevard East, Charleston, West Virginia until June 23, 2020 at 10:00 AM (Eastern Standard Time). The bids will be downloaded and/or opened and read publicly thereafter for the construction of the following project(s): xyxy=(311,719,386,854)
notice-paragraph: WEST VIRGINIA DEPARTMENT OF TRANSPORTATION Division of Highways xyxy=(157,448,232,475)
notice-paragraph: 5. Stripe Lot xyxy=(388,762,420,769)
notice-paragraph: DESCRIPTION: ASPHALT PAVING MILLER RDG - MEADOW RIVER RD Begin. 0.08 mile North of CR 60/10, End: Nicholas County Line xyxy=(542,1054,617,1088)
notice-paragraph: LC92759 05-23,2020 xyxy=(620,567,673,573)
notice-paragraph: 4. Reinstall bumpers xyxy=(388,752,440,759)
legal-notices-columns xyxy=(3,32,694,2407)
notice-paragraph: Project B: xyxy=(388,773,413,780)
column-header: Legal Notices xyxy=(235,32,309,50)
notice-paragraph: Ryland W. Musick, P.E. Deputy State Highway Engineer - Planning and Programming xyxy=(234,529,309,556)
notice-paragraph: Attorneys for Petitioner xyxy=(80,370,138,378)
notice-paragraph: STATE PROJECT: S317-19-19.76 00 xyxy=(311,878,386,893)
column-header: Legal Notices xyxy=(3,1304,77,1322)
notice-paragraph: CALL: 024 xyxy=(234,1076,262,1083)
